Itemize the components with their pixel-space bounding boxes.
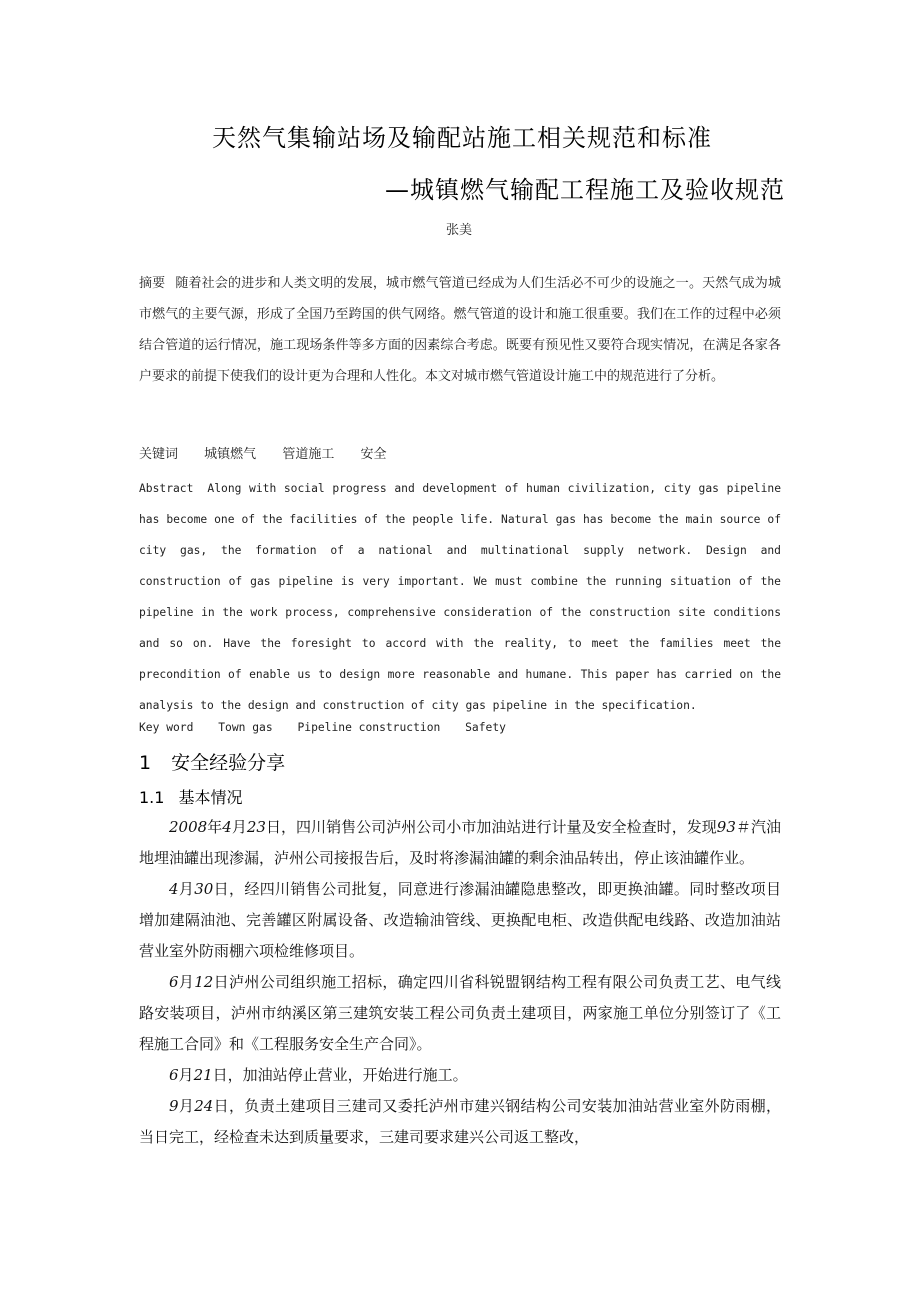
- paragraph: 9月24日，负责土建项目三建司又委托泸州市建兴钢结构公司安装加油站营业室外防雨棚，当日完工，经检查未达到质量要求，三建司要求建兴公司返工整改，: [139, 1097, 781, 1146]
- paragraph: 4月30日，经四川销售公司批复，同意进行渗漏油罐隐患整改，即更换油罐。同时整改项目增加建隔油池、完善罐区附属设备、改造输油管线、更换配电柜、改造供配电线路、改造加油站营业室外防雨棚六项检维修项目。: [139, 880, 781, 960]
- section-heading: [139, 748, 285, 775]
- keywords-cn-label: 关键词: [139, 447, 179, 462]
- keyword-cn-item: 管道施工: [282, 447, 335, 462]
- keywords-chinese: [139, 443, 408, 462]
- document-subtitle: —城镇燃气输配工程施工及验收规范: [385, 176, 785, 204]
- keywords-english: [139, 721, 524, 734]
- subsection-number: 1.1: [139, 788, 165, 807]
- abstract-cn-label: 摘要: [139, 276, 166, 291]
- author-name: 张美: [446, 223, 473, 238]
- keywords-en-label: Key word: [139, 721, 194, 734]
- subsection-heading: [139, 785, 242, 808]
- section-title: 安全经验分享: [171, 752, 286, 774]
- keyword-en-item: Pipeline construction: [297, 721, 441, 734]
- keyword-en-item: Safety: [465, 721, 506, 734]
- abstract-chinese: [139, 268, 781, 392]
- abstract-cn-text: 随着社会的进步和人类文明的发展，城市燃气管道已经成为人们生活必不可少的设施之一。天然气成为城市燃气的主要气源，形成了全国乃至跨国的供气网络。燃气管道的设计和施工很重要。我们在工作的过程中必须结合管道的运行情况，施工现场条件等多方面的因素综合考虑。既要有预见性又要符合现实情况，在满足各家各户要求的前提下使我们的设计更为合理和人性化。本文对城市燃气管道设计施工中的规范进行了分析。: [139, 276, 781, 384]
- paragraph: 6月21日，加油站停止营业，开始进行施工。: [169, 1066, 468, 1084]
- body-text: [139, 812, 781, 1153]
- abstract-english: [139, 473, 781, 721]
- keyword-cn-item: 安全: [360, 447, 387, 462]
- document-title: 天然气集输站场及输配站施工相关规范和标准: [212, 124, 712, 152]
- subsection-title: 基本情况: [178, 788, 243, 807]
- paragraph: 6月12日泸州公司组织施工招标，确定四川省科锐盟钢结构工程有限公司负责工艺、电气线路安装项目，泸州市纳溪区第三建筑安装工程公司负责土建项目，两家施工单位分别签订了《工程施工合同》和《工程服务安全生产合同》。: [139, 973, 781, 1053]
- keyword-cn-item: 城镇燃气: [204, 447, 257, 462]
- paragraph: 2008年4月23日，四川销售公司泸州公司小市加油站进行计量及安全检查时，发现93＃汽油地埋油罐出现渗漏，泸州公司接报告后，及时将渗漏油罐的剩余油品转出，停止该油罐作业。: [139, 818, 781, 867]
- keyword-en-item: Town gas: [218, 721, 273, 734]
- abstract-en-label: Abstract: [139, 482, 194, 495]
- section-number: 1: [139, 752, 152, 774]
- abstract-en-text: Along with social progress and development of human civilization, city gas pipeline has become one of the facilities of the people life. Natural gas has become the main source of city gas, the formation of a national and multinational supply network. Design and construction of gas pipeline is very important. We must combine the running situation of the pipeline in the work process, comprehensive consideration of the construction site conditions and so on. Have the foresight to accord with the reality, to meet the families meet the precondition of enable us to design more reasonable and humane. This paper has carried on the analysis to the design and construction of city gas pipeline in the specification.: [139, 482, 781, 712]
